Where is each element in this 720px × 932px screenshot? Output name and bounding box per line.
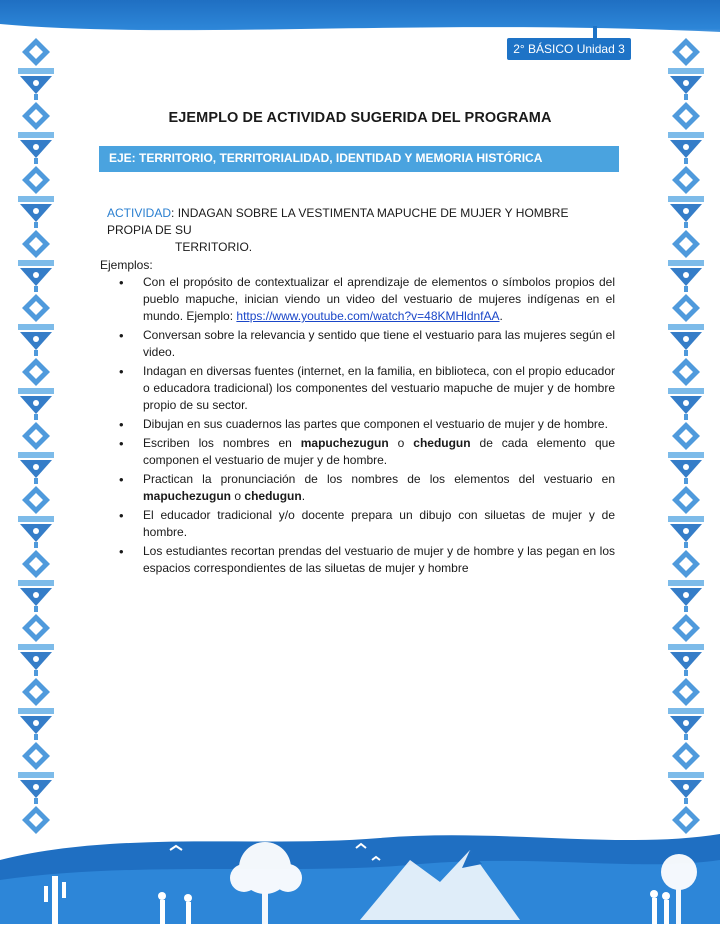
list-item: [100, 543, 615, 577]
grade-unit-badge: 2° BÁSICO Unidad 3: [507, 38, 631, 60]
activity-label: ACTIVIDAD: [107, 206, 172, 220]
item-text: El educador tradicional y/o docente prepara un dibujo con siluetas de mujer y de hombre.: [143, 508, 615, 539]
page-title: EJEMPLO DE ACTIVIDAD SUGERIDA DEL PROGRAMA: [168, 110, 552, 126]
list-item: [100, 435, 615, 469]
right-decorative-border: [664, 36, 708, 836]
list-item: [100, 274, 615, 325]
list-item: [100, 327, 615, 361]
activity-text-line1: INDAGAN SOBRE LA VESTIMENTA MAPUCHE DE MUJER Y HOMBRE PROPIA DE SU: [107, 206, 569, 237]
item-punctuation: .: [301, 489, 306, 503]
list-item: [100, 507, 615, 541]
activity-separator: :: [171, 206, 175, 220]
list-item: [100, 471, 615, 505]
term-mapuchezugun: mapuchezugun: [300, 436, 389, 450]
item-punctuation: .: [499, 309, 503, 323]
eje-bar: [99, 146, 619, 172]
bottom-landscape-illustration: [0, 820, 720, 932]
term-chedugun: chedugun: [244, 489, 302, 503]
eje-label: EJE: TERRITORIO, TERRITORIALIDAD, IDENTIDAD Y MEMORIA HISTÓRICA: [109, 151, 543, 165]
item-text: Escriben los nombres en: [143, 436, 292, 450]
item-text: Indagan en diversas fuentes (internet, en la familia, en biblioteca, con el propio educador o educadora tradicional) los componentes del vestuario mapuche de mujer y de hombre propio de su sector.: [143, 364, 615, 412]
item-text: Dibujan en sus cuadernos las partes que componen el vestuario de mujer y de hombre.: [143, 417, 608, 431]
item-text: Los estudiantes recortan prendas del vestuario de mujer y de hombre y las pegan en los espacios correspondientes de las siluetas de mujer y hombre: [143, 544, 615, 575]
list-item: [100, 416, 615, 433]
item-text: Con el propósito de contextualizar el aprendizaje de elementos o símbolos propios del pueblo mapuche, inician viendo un video del vestuario de mujeres indígenas en el mundo. Ejemplo:: [143, 275, 615, 323]
item-text: o: [397, 436, 405, 450]
item-text: Practican la pronunciación de los nombres de los elementos del vestuario en: [143, 472, 615, 486]
left-decorative-border: [14, 36, 58, 836]
list-item: [100, 363, 615, 414]
term-chedugun: chedugun: [413, 436, 471, 450]
item-text: o: [234, 489, 242, 503]
examples-list: [100, 274, 615, 579]
activity-text-line2: TERRITORIO.: [175, 240, 253, 254]
examples-label: Ejemplos:: [100, 258, 153, 272]
term-mapuchezugun: mapuchezugun: [143, 489, 232, 503]
item-text: de cada elemento que componen el vestuario de mujer y de hombre.: [143, 436, 615, 467]
item-text: Conversan sobre la relevancia y sentido que tiene el vestuario para las mujeres según el video.: [143, 328, 615, 359]
activity-block: [107, 205, 615, 256]
video-link[interactable]: https://www.youtube.com/watch?v=48KMHldnfAA: [236, 309, 500, 323]
